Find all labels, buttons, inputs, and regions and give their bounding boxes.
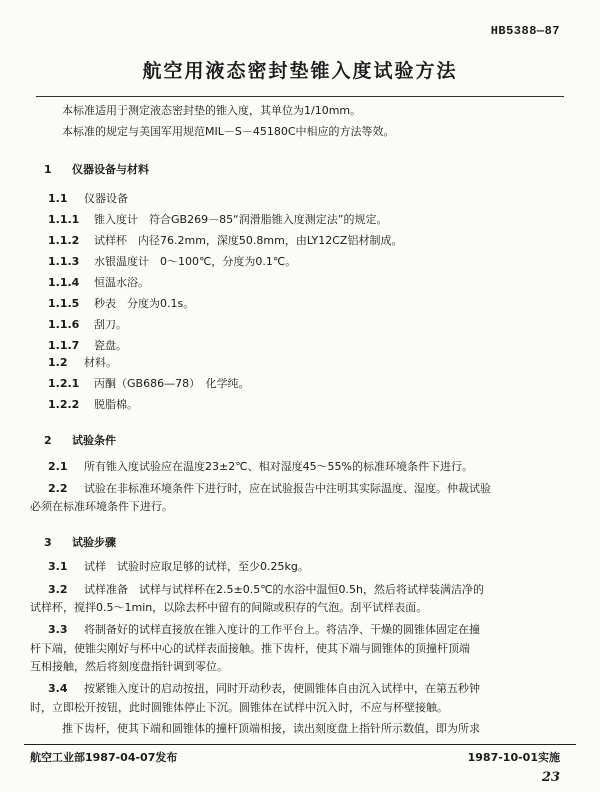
item-text: 试样 试验时应取足够的试样，至少0.25kg。 [84,560,309,573]
paragraph-2-2-cont: 必须在标准环境条件下进行。 [30,500,173,513]
item-text: 脱脂棉。 [94,398,138,411]
effective-date: 1987-10-01实施 [467,751,560,764]
item-text: 仪器设备 [84,192,128,205]
paragraph-3-1 [48,560,309,574]
item-number: 3.1 [48,560,68,573]
list-item [48,339,127,353]
item-text: 所有锥入度试验应在温度23±2℃、相对湿度45～55%的标准环境条件下进行。 [84,460,474,473]
paragraph-3-4 [48,682,480,696]
footer-divider [24,744,576,745]
item-text: 刮刀。 [94,318,127,331]
section-1-number: 1 [44,163,52,176]
item-text: 丙酮（GB686—78） 化学纯。 [94,377,250,390]
list-item [48,234,402,248]
section-3-number: 3 [44,536,52,549]
item-number: 1.1.4 [48,276,80,289]
item-number: 3.4 [48,682,68,695]
item-text: 瓷盘。 [94,339,127,352]
list-item [48,318,127,332]
list-item [48,213,387,227]
section-1-heading [44,163,149,177]
item-number: 2.1 [48,460,68,473]
page-title: 航空用液态密封垫锥入度试验方法 [142,60,458,82]
item-text: 恒温水浴。 [94,276,149,289]
list-item [48,356,117,370]
section-1-title: 仪器设备与材料 [72,163,149,176]
item-number: 1.1.3 [48,255,80,268]
intro-line-2: 本标准的规定与美国军用规范MIL－S－45180C中相应的方法等效。 [62,125,395,138]
section-2-heading [44,434,116,448]
item-number: 1.1.6 [48,318,80,331]
paragraph-2-1 [48,460,473,474]
item-text: 将制备好的试样直接放在锥入度计的工作平台上。将洁净、干燥的圆锥体固定在撞 [84,623,480,636]
item-number: 1.1.1 [48,213,80,226]
item-number: 1.1.2 [48,234,80,247]
paragraph-3-3-cont-1: 杆下端，使锥尖刚好与杯中心的试样表面接触。推下齿杆，使其下端与圆锥体的顶撞杆顶端 [30,642,470,655]
standard-code: HB5388—87 [490,24,560,38]
paragraph-3-2 [48,583,484,597]
paragraph-3-3-cont-2: 互相接触，然后将刻度盘指针调到零位。 [30,660,228,673]
list-item [48,276,149,290]
item-text: 水银温度计 0～100℃，分度为0.1℃。 [94,255,297,268]
item-text: 秒表 分度为0.1s。 [94,297,195,310]
paragraph-3-2-cont: 试样杯，搅拌0.5～1min，以除去杯中留有的间隙或积存的气泡。刮平试样表面。 [30,601,428,614]
paragraph-3-3 [48,623,480,637]
paragraph-3-4-cont: 时，立即松开按钮，此时圆锥体停止下沉。圆锥体在试样中沉入时，不应与杯壁接触。 [30,701,448,714]
item-number: 2.2 [48,482,68,495]
item-text: 锥入度计 符合GB269－85“润滑脂锥入度测定法”的规定。 [94,213,388,226]
list-item [48,297,194,311]
page-number: 23 [541,770,560,785]
section-2-number: 2 [44,434,52,447]
section-3-title: 试验步骤 [72,536,116,549]
list-item [48,377,250,391]
item-number: 1.1.5 [48,297,80,310]
item-text: 试样准备 试样与试样杯在2.5±0.5℃的水浴中温恒0.5h，然后将试样装满洁净的 [84,583,485,596]
paragraph-3-5: 推下齿杆，使其下端和圆锥体的撞杆顶端相接，读出刻度盘上指针所示数值，即为所求 [62,722,480,735]
list-item [48,192,128,206]
item-number: 3.3 [48,623,68,636]
section-2-title: 试验条件 [72,434,116,447]
item-number: 1.1 [48,192,68,205]
item-number: 1.2 [48,356,68,369]
title-divider [36,96,564,97]
item-text: 试样杯 内径76.2mm，深度50.8mm，由LY12CZ铝材制成。 [94,234,403,247]
item-number: 1.1.7 [48,339,80,352]
item-text: 按紧锥入度计的启动按扭，同时开动秒表，使圆锥体自由沉入试样中，在第五秒钟 [84,682,480,695]
intro-line-1: 本标准适用于测定液态密封垫的锥入度，其单位为1/10mm。 [62,104,362,117]
list-item [48,255,296,269]
section-3-heading [44,536,116,550]
list-item [48,398,138,412]
item-text: 材料。 [84,356,117,369]
item-number: 1.2.2 [48,398,80,411]
paragraph-2-2 [48,482,491,496]
item-number: 3.2 [48,583,68,596]
item-number: 1.2.1 [48,377,80,390]
item-text: 试验在非标准环境条件下进行时，应在试验报告中注明其实际温度、湿度。仲裁试验 [84,482,491,495]
issue-date: 航空工业部1987-04-07发布 [30,751,178,764]
